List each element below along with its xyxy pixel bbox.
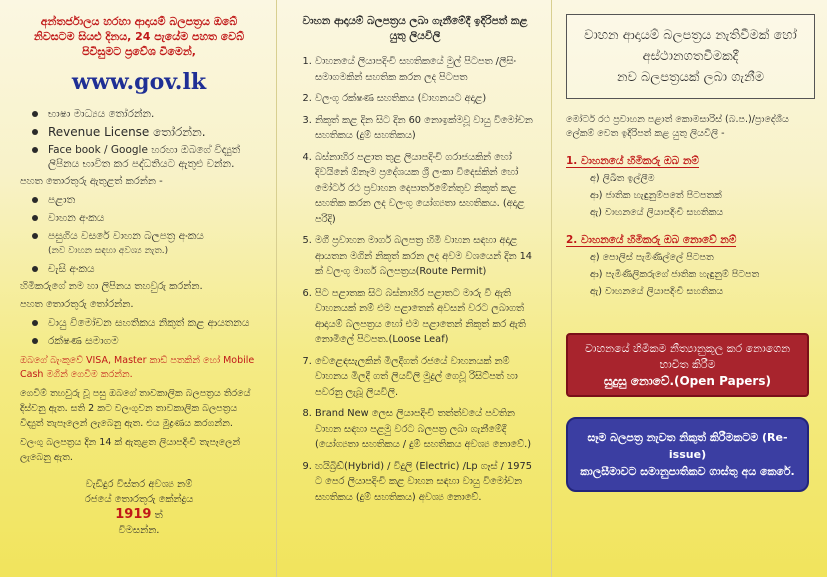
lost-license-panel xyxy=(552,0,827,577)
lost-license-title: වාහන ආදායම් බලපත්‍රය නැතිවීමක් හෝ අස්ථානගතවීමකදී නව බලපත්‍රයක් ලබා ගැනීම xyxy=(566,14,815,99)
list-item: Face book / Google හරහා ඔබගේ විද්‍යුත් ලිපිනය භාවිත කර පද්ධතියට ඇතුළු වන්න. xyxy=(32,143,258,171)
list-item: Revenue License තෝරන්න. xyxy=(32,125,258,139)
bullet-icon xyxy=(32,111,38,117)
required-documents-panel xyxy=(276,0,552,577)
list-item: 8. Brand New ලෙස ලියාපදිංචි තත්ත්වයේ පවතින වාහන සඳහා පළමු වරට බලපත්‍ර ලබා ගැනීමේදී (යෝග්‍යතා සහතිකය / දුම් සහතිකය අවශ්‍ය නොවේ.) xyxy=(315,406,537,453)
hotline-number: 1919 xyxy=(115,507,152,522)
list-item: රක්ෂණ සමාගම xyxy=(32,334,258,348)
list-item-note: (නව වාහන සඳහා අවශ්‍ය නැත.) xyxy=(48,246,169,256)
list-item: ආ) පැමිණිලිකරුගේ ජාතික හැඳුනුම් පිටපත xyxy=(590,269,760,280)
contact-footer: වැඩිදුර විස්තර අවශ්‍ය නම් රජයේ තොරතුරු කේන්ද්‍රය 1919 ත් විමසන්න. xyxy=(84,479,194,536)
non-owner-case-title: 2. වාහනයේ හිමිකරු ඔබ නොවේ නම් xyxy=(566,234,737,246)
online-headline: අන්තර්ජාලය හරහා ආදායම් බලපත්‍රය ඔබේ නිවසටම සියළු දිනය, 24 පැයේම පහත වෙබ් පිවිසුමට ප්‍රවේශ වීමෙන්, xyxy=(33,15,245,58)
list-item: පසුගිය වසරේ වාහන බලපත්‍ර අංකය (නව වාහන සඳහා අවශ්‍ය නැත.) xyxy=(32,229,258,258)
documents-list xyxy=(293,54,537,505)
documents-title: වාහන ආදායම් බලපත්‍රය ලබා ගැනීමේදී ඉදිරිපත් කළ යුතු ලියවිලි xyxy=(302,15,528,42)
list-item: 5. මගී ප්‍රවාහන මාර්ග බලපත්‍ර හිමි වාහන සඳහා අදාළ ආයතන මගින් නිකුත් කරන ලද අවම වශයෙන් දින 14 ක් වලංගු මාර්ග බලපත්‍රය(Route Permit) xyxy=(315,233,537,280)
temporary-license-note: ගෙවීම් තහවුරු වූ පසු ඔබගේ තාවකාලික බලපත්‍රය තිරයේ දිස්වනු ඇත. සති 2 කට වලංගුවන තාවකාලික බලපත්‍රය විද්‍යුත් තැපෑලෙන් ලැබෙනු ඇත. එය මුද්‍රණය කරගන්න. xyxy=(20,388,251,429)
list-item: පළාත xyxy=(32,193,258,207)
online-license-panel xyxy=(0,0,276,577)
website-link[interactable]: www.gov.lk xyxy=(71,69,207,95)
bullet-icon xyxy=(32,233,38,239)
delivery-note: වලංගු බලපත්‍රය දින 14 ක් ඇතුළත ලියාපදිංචි තැපෑලෙන් ලැබෙනු ඇත. xyxy=(20,437,241,463)
list-item: අ) ලිඛිත ඉල්ලීම xyxy=(590,173,655,184)
list-item: චැසි අංකය xyxy=(32,262,258,276)
owner-case-list xyxy=(590,172,815,220)
steps-list-b xyxy=(20,193,258,276)
list-item: වාහන අංකය xyxy=(32,211,258,225)
submission-intro: මෝටර් රථ ප්‍රවාහන පළාත් කොමසාරිස් (බ.ප.)/ප්‍රාදේශීය ලේකම් වෙත ඉදිරිපත් කළ යුතු ලියවිලි - xyxy=(566,114,789,139)
list-item: ඇ) වාහනයේ ලියාපදිංචි සහතිකය xyxy=(590,286,724,297)
list-item: 7. වෙළෙඳසැලකින් මිලදීගත් රජයේ වාහනයක් නම් වාහනය මිලදී ගත් ලියවිලි මුද්‍රල් ගෙවූ රිසිට්පත් හා පවරනු ලැබූ ලියවිලි. xyxy=(315,354,537,401)
bullet-icon xyxy=(32,129,38,135)
list-item: 6. පිට පළාතක සිට බස්නාහිර පළාතට මාරු වී ඇති වාහනයක් නම් එම පළාතෙන් අවසන් වරට ලබාගත් ආදායම් බලපත්‍රය හෝ එම පළාතෙන් නිකුත් කර ඇති නොමිලේ පිටපත.(Loose Leaf) xyxy=(315,286,537,348)
list-item: වායු විමෝචන සහතිකය නිකුත් කළ ආයතනය xyxy=(32,316,258,330)
list-item: ආ) ජාතික හැඳුනුම්පතේ පිටපතක් xyxy=(590,190,722,201)
bullet-icon xyxy=(32,147,38,153)
list-item: 4. බස්නාහිර පළාත තුළ ලියාපදිංචි ගරාජයකින් හෝ දිවයිනේ ඕනෑම ප්‍රදේශයක ශ්‍රී ලංකා විදෙස්කින් හෝ මෝටර් රථ ප්‍රවාහන දෙපාර්තමේන්තුව නිකුත් කළ සහතික කරන ලද වලංගු යෝග්‍යතා සහතිකය. (අදාළ පරිදි) xyxy=(315,150,537,228)
instruction-text: පහත තොරතුරු තෝරන්න. xyxy=(20,299,134,310)
owner-case-title: 1. වාහනයේ හිමිකරු ඔබ නම් xyxy=(566,155,699,167)
list-item: 2. වලංගු රක්ෂණ සහතිකය (වාහනයට අදාළ) xyxy=(315,91,537,107)
bullet-icon xyxy=(32,266,38,272)
steps-list-c xyxy=(20,316,258,348)
list-item: 1. වාහනයේ ලියාපදිංචි සහතිකයේ මුල් පිටපත /ලීසිං සමාගමකින් සහතික කරන ලද පිටපත xyxy=(315,54,537,85)
list-item: භාෂා මාධ්‍යය තෝරන්න. xyxy=(32,107,258,121)
bullet-icon xyxy=(32,338,38,344)
list-item: ඇ) වාහනයේ ලියාපදිංචි සහතිකය xyxy=(590,207,724,218)
list-item: 9. හයිබ්‍රිඩ්(Hybrid) / විදුලි (Electric) /Lp ගෑස් / 1975 ට පෙර ලියාපදිංචි කළ වාහන සඳහා වායු විමෝචන සහතිකය (දුම් සහතිකය) අවශ්‍ය නොවේ. xyxy=(315,459,537,506)
reissue-notice: සෑම බලපත්‍ර නැවත නිකුත් කිරීමකටම (Re- issue) කාලසීමාවට සමානුපාතිකව ගාස්තු අය කෙරේ. xyxy=(566,417,809,492)
bullet-icon xyxy=(32,320,38,326)
list-item: අ) පොලිස් පැමිණිල්ලේ පිටපත xyxy=(590,252,714,263)
steps-list-a xyxy=(20,107,258,171)
non-owner-case-list xyxy=(590,251,815,299)
payment-methods: ඔබගේ බැංකුවේ VISA, Master කාඩ් පතකින් හෝ Mobile Cash මගින් ගෙවීම කරන්න. xyxy=(20,355,255,380)
bullet-icon xyxy=(32,215,38,221)
open-papers-warning: වාහනයේ හිමිකම නීත්‍යානුකූල කර නොගෙන භාවිත කිරීම සුදුසු නොවේ.(Open Papers) xyxy=(566,333,809,397)
instruction-text: හිමිකරුගේ නම හා ලිපිනය තහවුරු කරන්න. xyxy=(20,281,203,292)
bullet-icon xyxy=(32,197,38,203)
list-item: 3. නිකුත් කළ දින සිට දින 60 නොඉක්මවූ වායු විමෝචන සහතිකය (දුම් සහතිකය) xyxy=(315,113,537,144)
instruction-text: පහත තොරතුරු ඇතුළත් කරන්න - xyxy=(20,176,163,187)
